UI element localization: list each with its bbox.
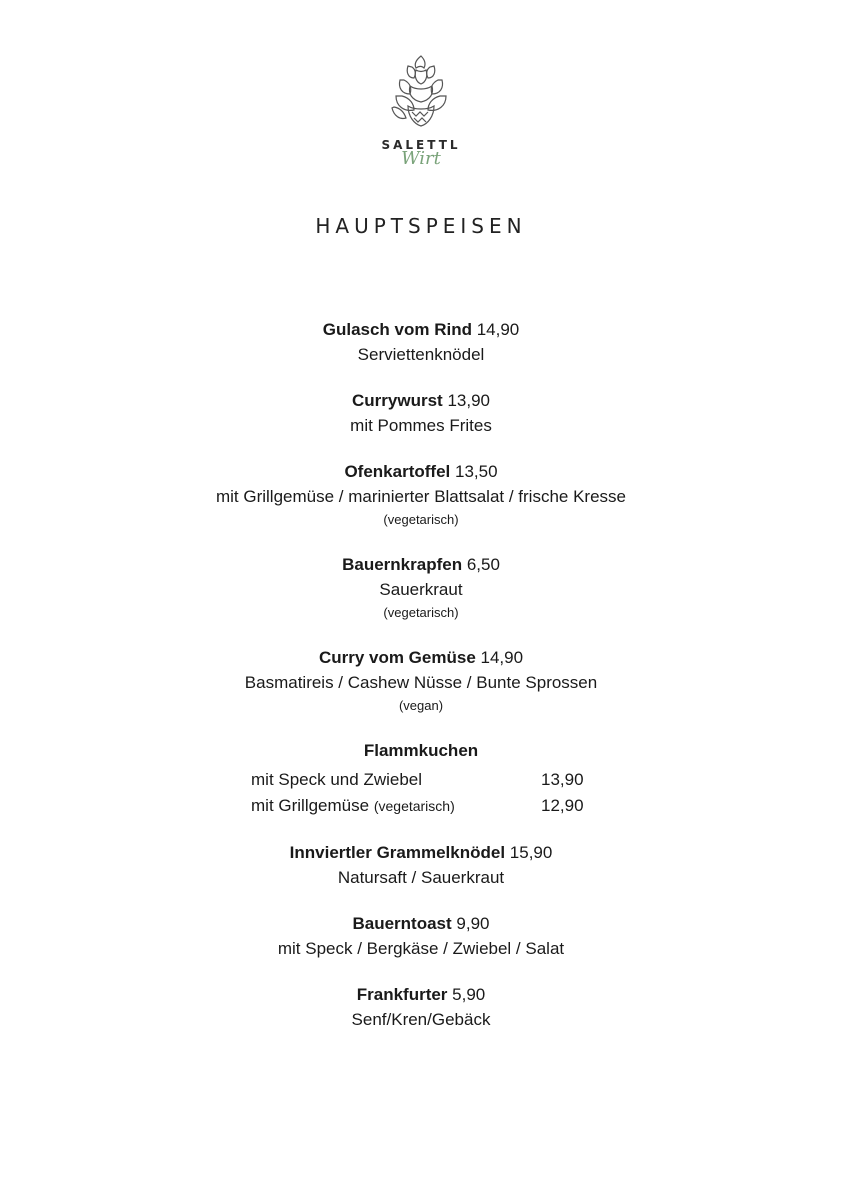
dish-price: 5,90 [452, 985, 486, 1004]
variant-label: mit Grillgemüse [251, 796, 370, 815]
variant-note: (vegetarisch) [373, 798, 455, 814]
dish-price: 13,90 [447, 391, 490, 410]
dish-name: Innviertler Grammelknödel [289, 843, 506, 862]
dish-name: Bauerntoast [352, 914, 452, 933]
page-title: HAUPTSPEISEN [315, 214, 527, 238]
dish-description: mit Speck / Bergkäse / Zwiebel / Salat [277, 939, 565, 958]
dish-note: (vegetarisch) [383, 512, 459, 527]
dish-description: Senf/Kren/Gebäck [351, 1010, 491, 1029]
menu-item-bauerntoast [0, 912, 842, 961]
variant-list [251, 767, 591, 819]
variant-price: 13,90 [541, 770, 584, 789]
dish-price: 6,50 [466, 555, 500, 574]
dish-name: Frankfurter [356, 985, 448, 1004]
brand-script: Wirt [401, 148, 441, 169]
dish-description: Serviettenknödel [357, 345, 485, 364]
dish-price: 9,90 [456, 914, 490, 933]
dish-name: Curry vom Gemüse [318, 648, 476, 667]
menu-item-bauernkrapfen [0, 553, 842, 624]
menu-list [0, 318, 842, 1054]
menu-item-grammelknoedel [0, 841, 842, 890]
logo [371, 52, 471, 177]
brand-name: SALETTL [381, 138, 461, 152]
variant-row [251, 767, 591, 793]
menu-item-frankfurter [0, 983, 842, 1032]
dish-description: Natursaft / Sauerkraut [337, 868, 505, 887]
dish-name: Gulasch vom Rind [322, 320, 472, 339]
dish-name: Currywurst [352, 391, 443, 410]
pine-cone-icon [386, 52, 456, 132]
dish-price: 14,90 [476, 320, 520, 339]
menu-item-ofenkartoffel [0, 460, 842, 531]
dish-price: 14,90 [480, 648, 524, 667]
dish-price: 15,90 [509, 843, 553, 862]
dish-description: Basmatireis / Cashew Nüsse / Bunte Sprossen [244, 673, 598, 692]
dish-name: Bauernkrapfen [342, 555, 463, 574]
menu-item-gulasch [0, 318, 842, 367]
dish-name: Flammkuchen [363, 741, 479, 760]
dish-price: 13,50 [454, 462, 498, 481]
variant-label: mit Speck und Zwiebel [251, 770, 423, 789]
menu-item-currywurst [0, 389, 842, 438]
dish-name: Ofenkartoffel [344, 462, 451, 481]
dish-description: Sauerkraut [379, 580, 463, 599]
menu-item-flammkuchen [0, 739, 842, 819]
variant-row [251, 793, 591, 819]
dish-note: (vegetarisch) [383, 605, 459, 620]
dish-description: mit Grillgemüse / marinierter Blattsalat / frische Kresse [215, 487, 626, 506]
menu-item-curry-gemuese [0, 646, 842, 717]
variant-price: 12,90 [541, 796, 584, 815]
dish-note: (vegan) [398, 698, 444, 713]
dish-description: mit Pommes Frites [350, 416, 492, 435]
